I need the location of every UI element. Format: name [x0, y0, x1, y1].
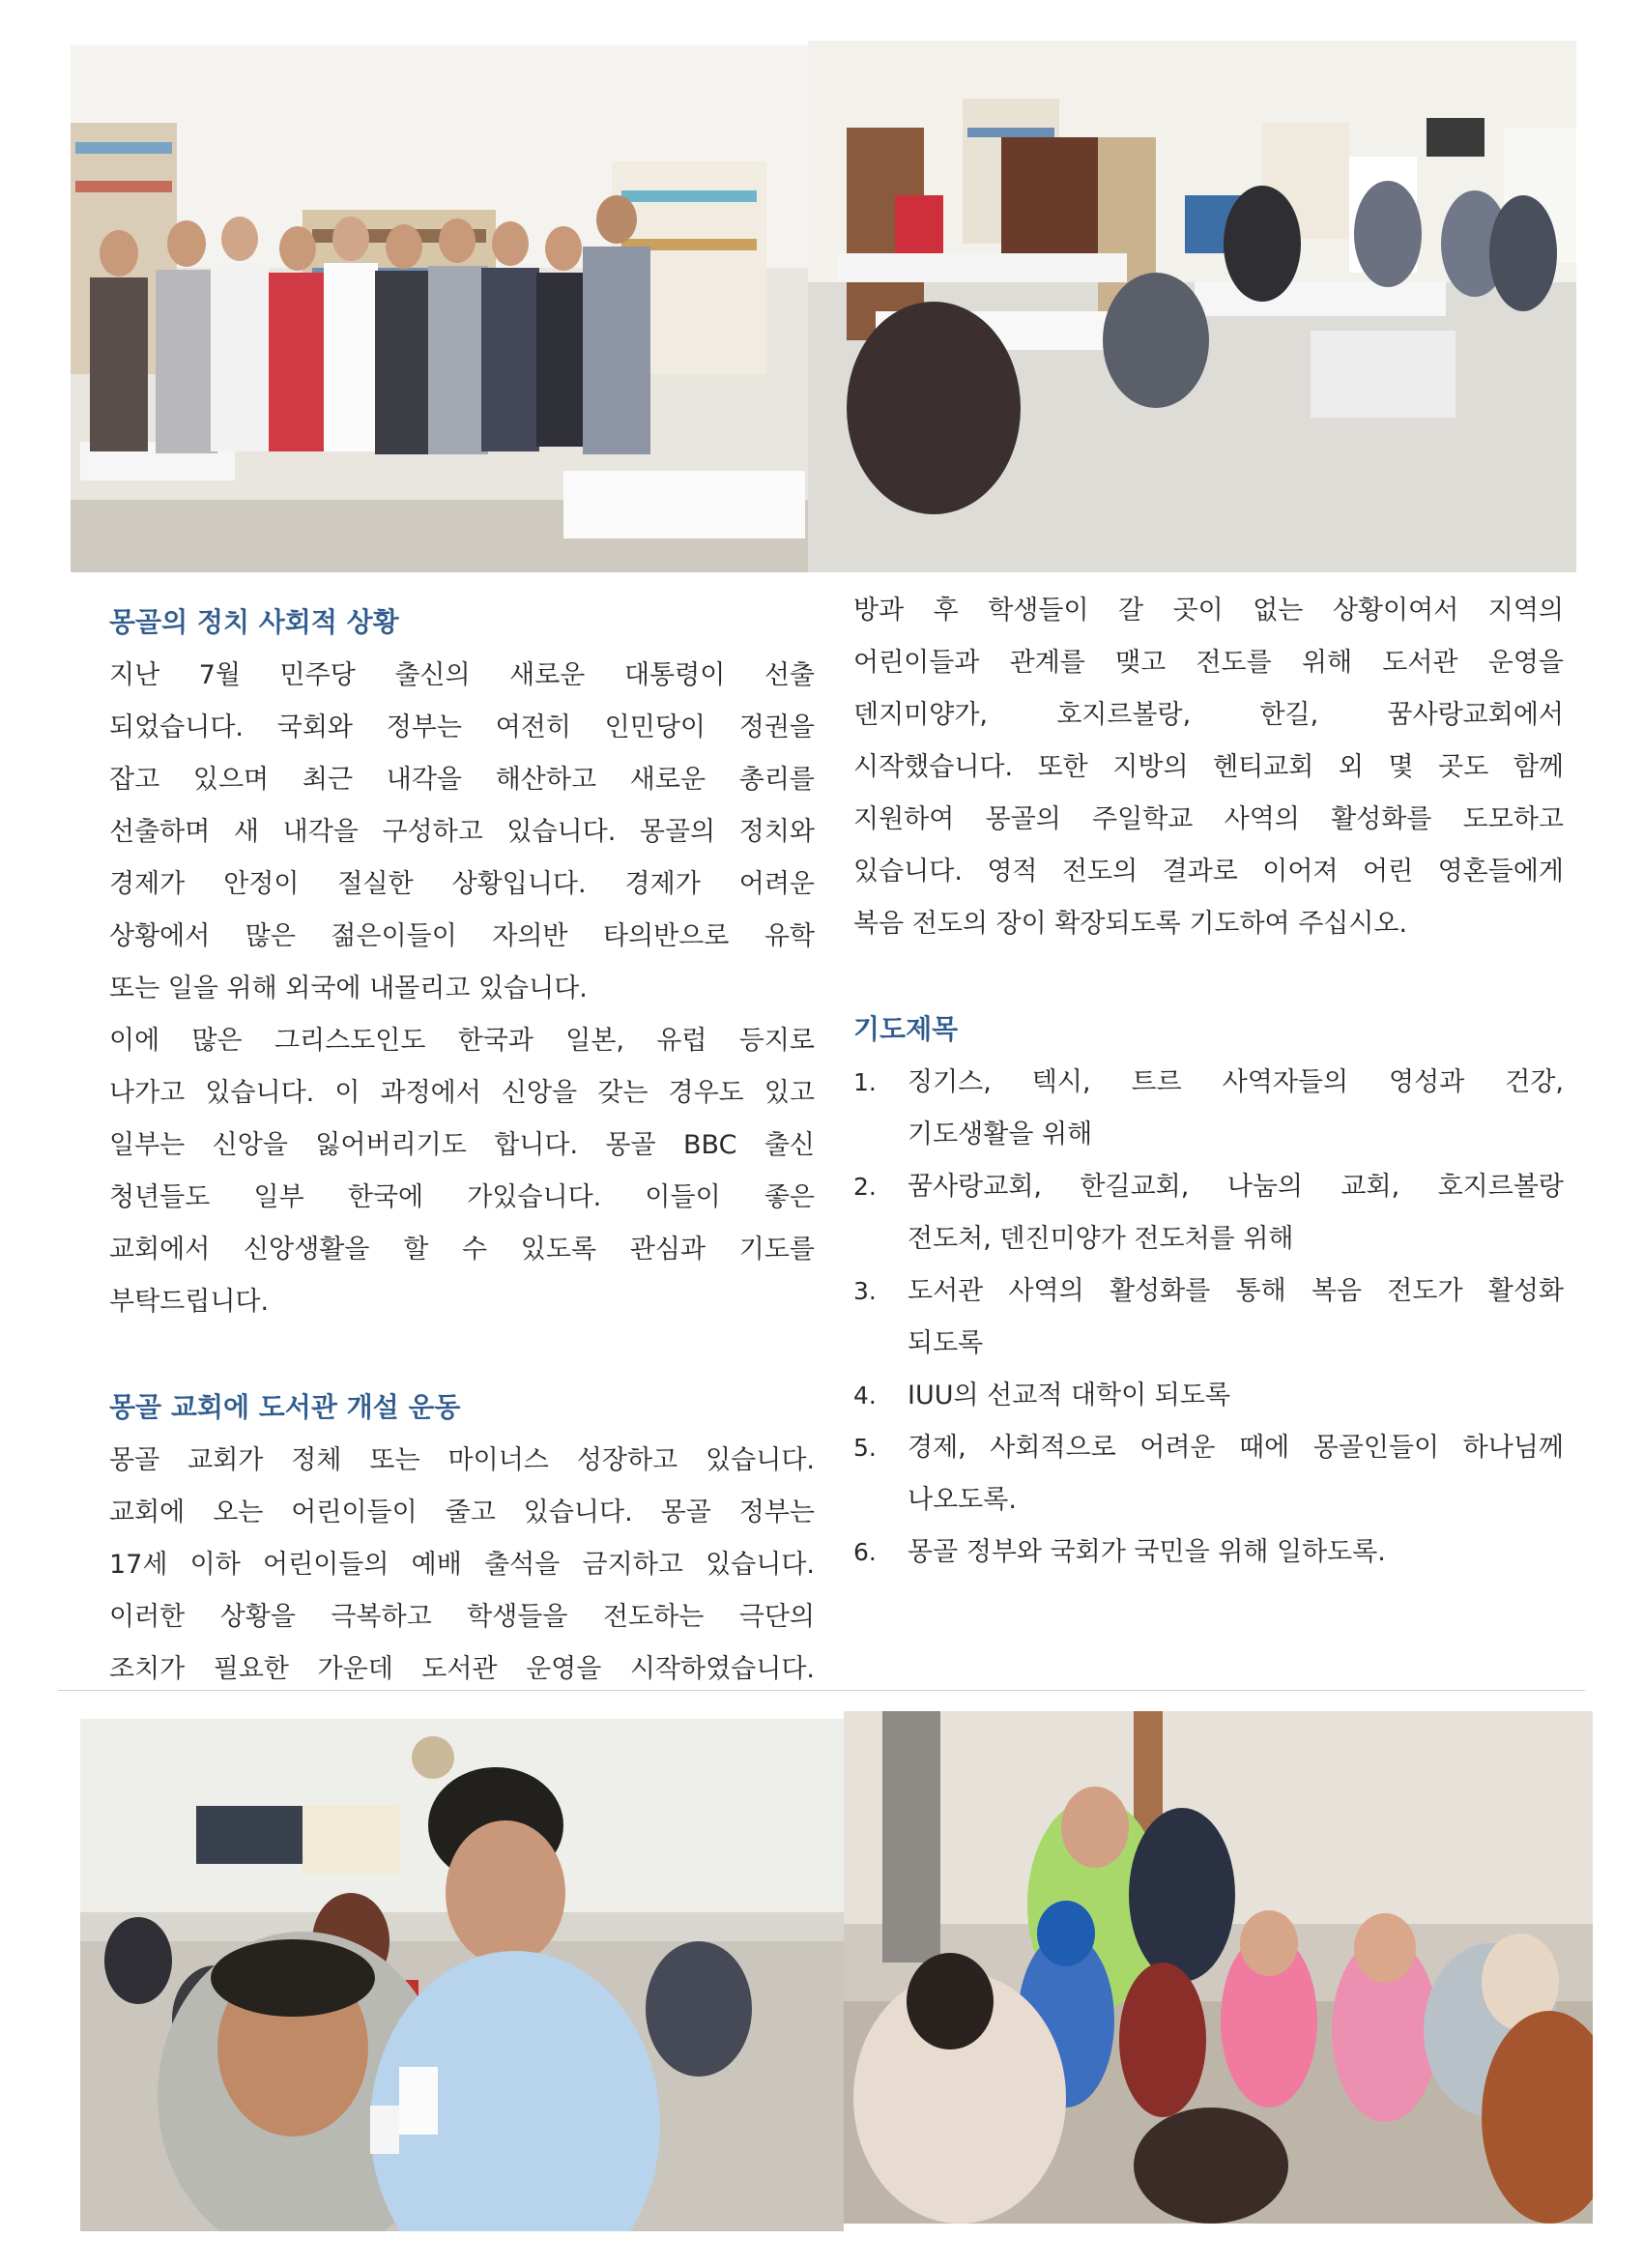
list-item — [853, 1161, 1564, 1265]
text-line: 되었습니다. 국회와 정부는 여전히 인민당이 정권을 — [109, 712, 815, 742]
text-line: 조치가 필요한 가운데 도서관 운영을 시작하였습니다. — [109, 1654, 815, 1684]
prayer-list — [853, 1057, 1564, 1579]
text-line: 전도처, 덴진미양가 전도처를 위해 — [908, 1224, 1294, 1254]
text-line: 방과 후 학생들이 갈 곳이 없는 상황이여서 지역의 — [853, 596, 1564, 625]
text-line: 복음 전도의 장이 확장되도록 기도하여 주십시오. — [853, 909, 1408, 939]
text-line: 경제가 안정이 절실한 상황입니다. 경제가 어려운 — [109, 869, 815, 899]
text-line: 교회에 오는 어린이들이 줄고 있습니다. 몽골 정부는 — [109, 1497, 815, 1527]
library-paragraph — [109, 1435, 815, 1696]
text-line: 몽골 정부와 국회가 국민을 위해 일하도록. — [908, 1537, 1386, 1567]
section-title-library: 몽골 교회에 도서관 개설 운동 — [109, 1391, 461, 1423]
text-line: 꿈사랑교회, 한길교회, 나눔의 교회, 호지르볼랑 — [908, 1172, 1564, 1202]
text-line: 시작했습니다. 또한 지방의 헨티교회 외 몇 곳도 함께 — [853, 752, 1564, 782]
text-line: 징기스, 텍시, 트르 사역자들의 영성과 건강, — [908, 1067, 1564, 1097]
text-line: 선출하며 새 내각을 구성하고 있습니다. 몽골의 정치와 — [109, 817, 815, 847]
children-yurt-photo-icon — [844, 1711, 1593, 2224]
text-line: 17세 이하 어린이들의 예배 출석을 금지하고 있습니다. — [109, 1550, 815, 1580]
list-item — [853, 1527, 1564, 1579]
text-line: 기도생활을 위해 — [908, 1119, 1093, 1149]
text-line: 청년들도 일부 한국에 가있습니다. 이들이 좋은 — [109, 1182, 815, 1212]
list-number: 2. — [853, 1173, 877, 1201]
text-line: 도서관 사역의 활성화를 통해 복음 전도가 활성화 — [908, 1276, 1564, 1306]
text-line: 잡고 있으며 최근 내각을 해산하고 새로운 총리를 — [109, 765, 815, 795]
group-photo-library-icon — [71, 45, 808, 572]
list-item — [853, 1265, 1564, 1370]
text-line: 또는 일을 위해 외국에 내몰리고 있습니다. — [109, 974, 588, 1003]
text-line: 되도록 — [908, 1328, 984, 1358]
text-line: 나가고 있습니다. 이 과정에서 신앙을 갖는 경우도 있고 — [109, 1078, 815, 1108]
spacer — [109, 1328, 815, 1381]
left-column — [109, 596, 815, 1696]
text-line: 어린이들과 관계를 맺고 전도를 위해 도서관 운영을 — [853, 648, 1564, 678]
list-number: 5. — [853, 1434, 877, 1462]
politics-paragraph-2 — [109, 1015, 815, 1328]
women-children-photo-icon — [80, 1719, 844, 2231]
right-column — [853, 585, 1564, 1579]
text-line: 교회에서 신앙생활을 할 수 있도록 관심과 기도를 — [109, 1235, 815, 1265]
text-line: 있습니다. 영적 전도의 결과로 이어져 어린 영혼들에게 — [853, 857, 1564, 887]
text-line: 이러한 상황을 극복하고 학생들을 전도하는 극단의 — [109, 1602, 815, 1632]
text-line: 상황에서 많은 젊은이들이 자의반 타의반으로 유학 — [109, 921, 815, 951]
list-item — [853, 1422, 1564, 1527]
text-line: 이에 많은 그리스도인도 한국과 일본, 유럽 등지로 — [109, 1026, 815, 1056]
list-number: 6. — [853, 1538, 877, 1566]
text-line: 지원하여 몽골의 주일학교 사역의 활성화를 도모하고 — [853, 804, 1564, 834]
text-line: 몽골 교회가 정체 또는 마이너스 성장하고 있습니다. — [109, 1445, 815, 1475]
section-title-politics: 몽골의 정치 사회적 상황 — [109, 606, 399, 638]
text-line: 덴지미양가, 호지르볼랑, 한길, 꿈사랑교회에서 — [853, 700, 1564, 730]
section-title-prayer: 기도제목 — [853, 1013, 959, 1045]
list-number: 4. — [853, 1381, 877, 1410]
list-number: 3. — [853, 1277, 877, 1305]
text-line: 지난 7월 민주당 출신의 새로운 대통령이 선출 — [109, 660, 815, 690]
text-line: IUU의 선교적 대학이 되도록 — [908, 1381, 1231, 1410]
text-line: 나오도록. — [908, 1485, 1017, 1515]
spacer — [853, 950, 1564, 1003]
list-item — [853, 1057, 1564, 1161]
text-line: 경제, 사회적으로 어려운 때에 몽골인들이 하나님께 — [908, 1433, 1564, 1463]
text-line: 부탁드립니다. — [109, 1287, 270, 1317]
text-line: 일부는 신앙을 잃어버리기도 합니다. 몽골 BBC 출신 — [109, 1130, 815, 1160]
classroom-photo-icon — [808, 41, 1576, 572]
list-item — [853, 1370, 1564, 1422]
politics-paragraph-1 — [109, 650, 815, 1015]
library-paragraph-continued — [853, 585, 1564, 950]
list-number: 1. — [853, 1068, 877, 1096]
